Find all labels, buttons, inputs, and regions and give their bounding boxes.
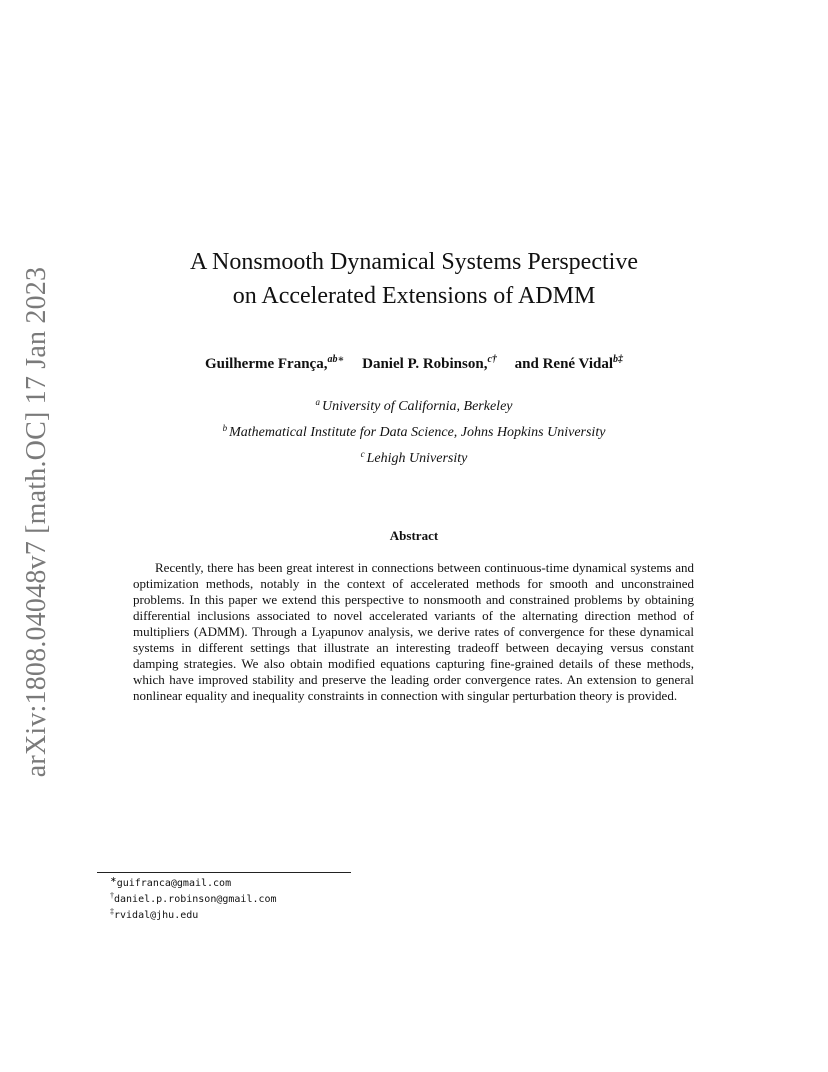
footnote-divider [97, 872, 351, 873]
affiliation-text: Mathematical Institute for Data Science, Johns Hopkins University [229, 425, 606, 440]
footnote-email: guifranca@gmail.com [116, 878, 232, 889]
author-name: Guilherme França, [204, 356, 328, 372]
footnote-list [110, 876, 277, 924]
abstract-heading: Abstract [389, 528, 439, 543]
affiliation-mark: b [222, 423, 228, 433]
footnote-mark: ∗ [110, 875, 117, 884]
title-line-2: on Accelerated Extensions of ADMM [232, 283, 596, 309]
affiliation-mark: c [360, 449, 365, 459]
author-list [0, 356, 828, 373]
author-robinson [362, 356, 497, 372]
title-line-1: A Nonsmooth Dynamical Systems Perspective [190, 249, 638, 275]
affiliation-list [0, 394, 828, 472]
affiliation-mark: a [315, 397, 320, 407]
footnote-robinson-email [110, 892, 277, 908]
footnote-mark: † [110, 891, 114, 900]
footnote-vidal-email [110, 908, 277, 924]
affiliation-jhu [0, 420, 828, 446]
affiliation-lehigh [0, 446, 828, 472]
footnote-mark: ‡ [110, 907, 114, 916]
footnote-franca-email [110, 876, 277, 892]
abstract-body: Recently, there has been great interest in connections between continuous-time dynamical systems and optimization methods, notably in the context of accelerated methods for smooth and unconstrained problems. In this paper we extend this perspective to nonsmooth and constrained problems by obtaining differential inclusions associated to novel accelerated variants of the alternating direction method of multipliers (ADMM). Through a Lyapunov analysis, we derive rates of convergence for these dynamical systems in different settings that illustrate an interesting tradeoff between decaying versus constant damping strategies. We also obtain modified equations capturing fine-grained details of these methods, which have improved stability and preserve the leading order convergence rates. An extension to general nonlinear equality and inequality constraints in connection with singular perturbation theory is provided. [133, 560, 694, 703]
affiliation-berkeley [0, 394, 828, 420]
paper-title [0, 245, 828, 313]
author-name: Daniel P. Robinson, [362, 356, 488, 372]
author-affiliation-marks: b‡ [613, 354, 624, 365]
author-vidal [515, 356, 623, 372]
author-franca [205, 356, 344, 372]
footnote-email: daniel.p.robinson@gmail.com [114, 894, 277, 905]
arxiv-identifier-stamp: arXiv:1808.04048v7 [math.OC] 17 Jan 2023 [21, 266, 52, 778]
footnote-email: rvidal@jhu.edu [114, 910, 199, 921]
affiliation-text: Lehigh University [366, 451, 468, 466]
author-affiliation-marks: c† [487, 354, 497, 365]
author-affiliation-marks: ab∗ [327, 354, 345, 365]
author-name: and René Vidal [514, 356, 614, 372]
affiliation-text: University of California, Berkeley [321, 399, 513, 414]
